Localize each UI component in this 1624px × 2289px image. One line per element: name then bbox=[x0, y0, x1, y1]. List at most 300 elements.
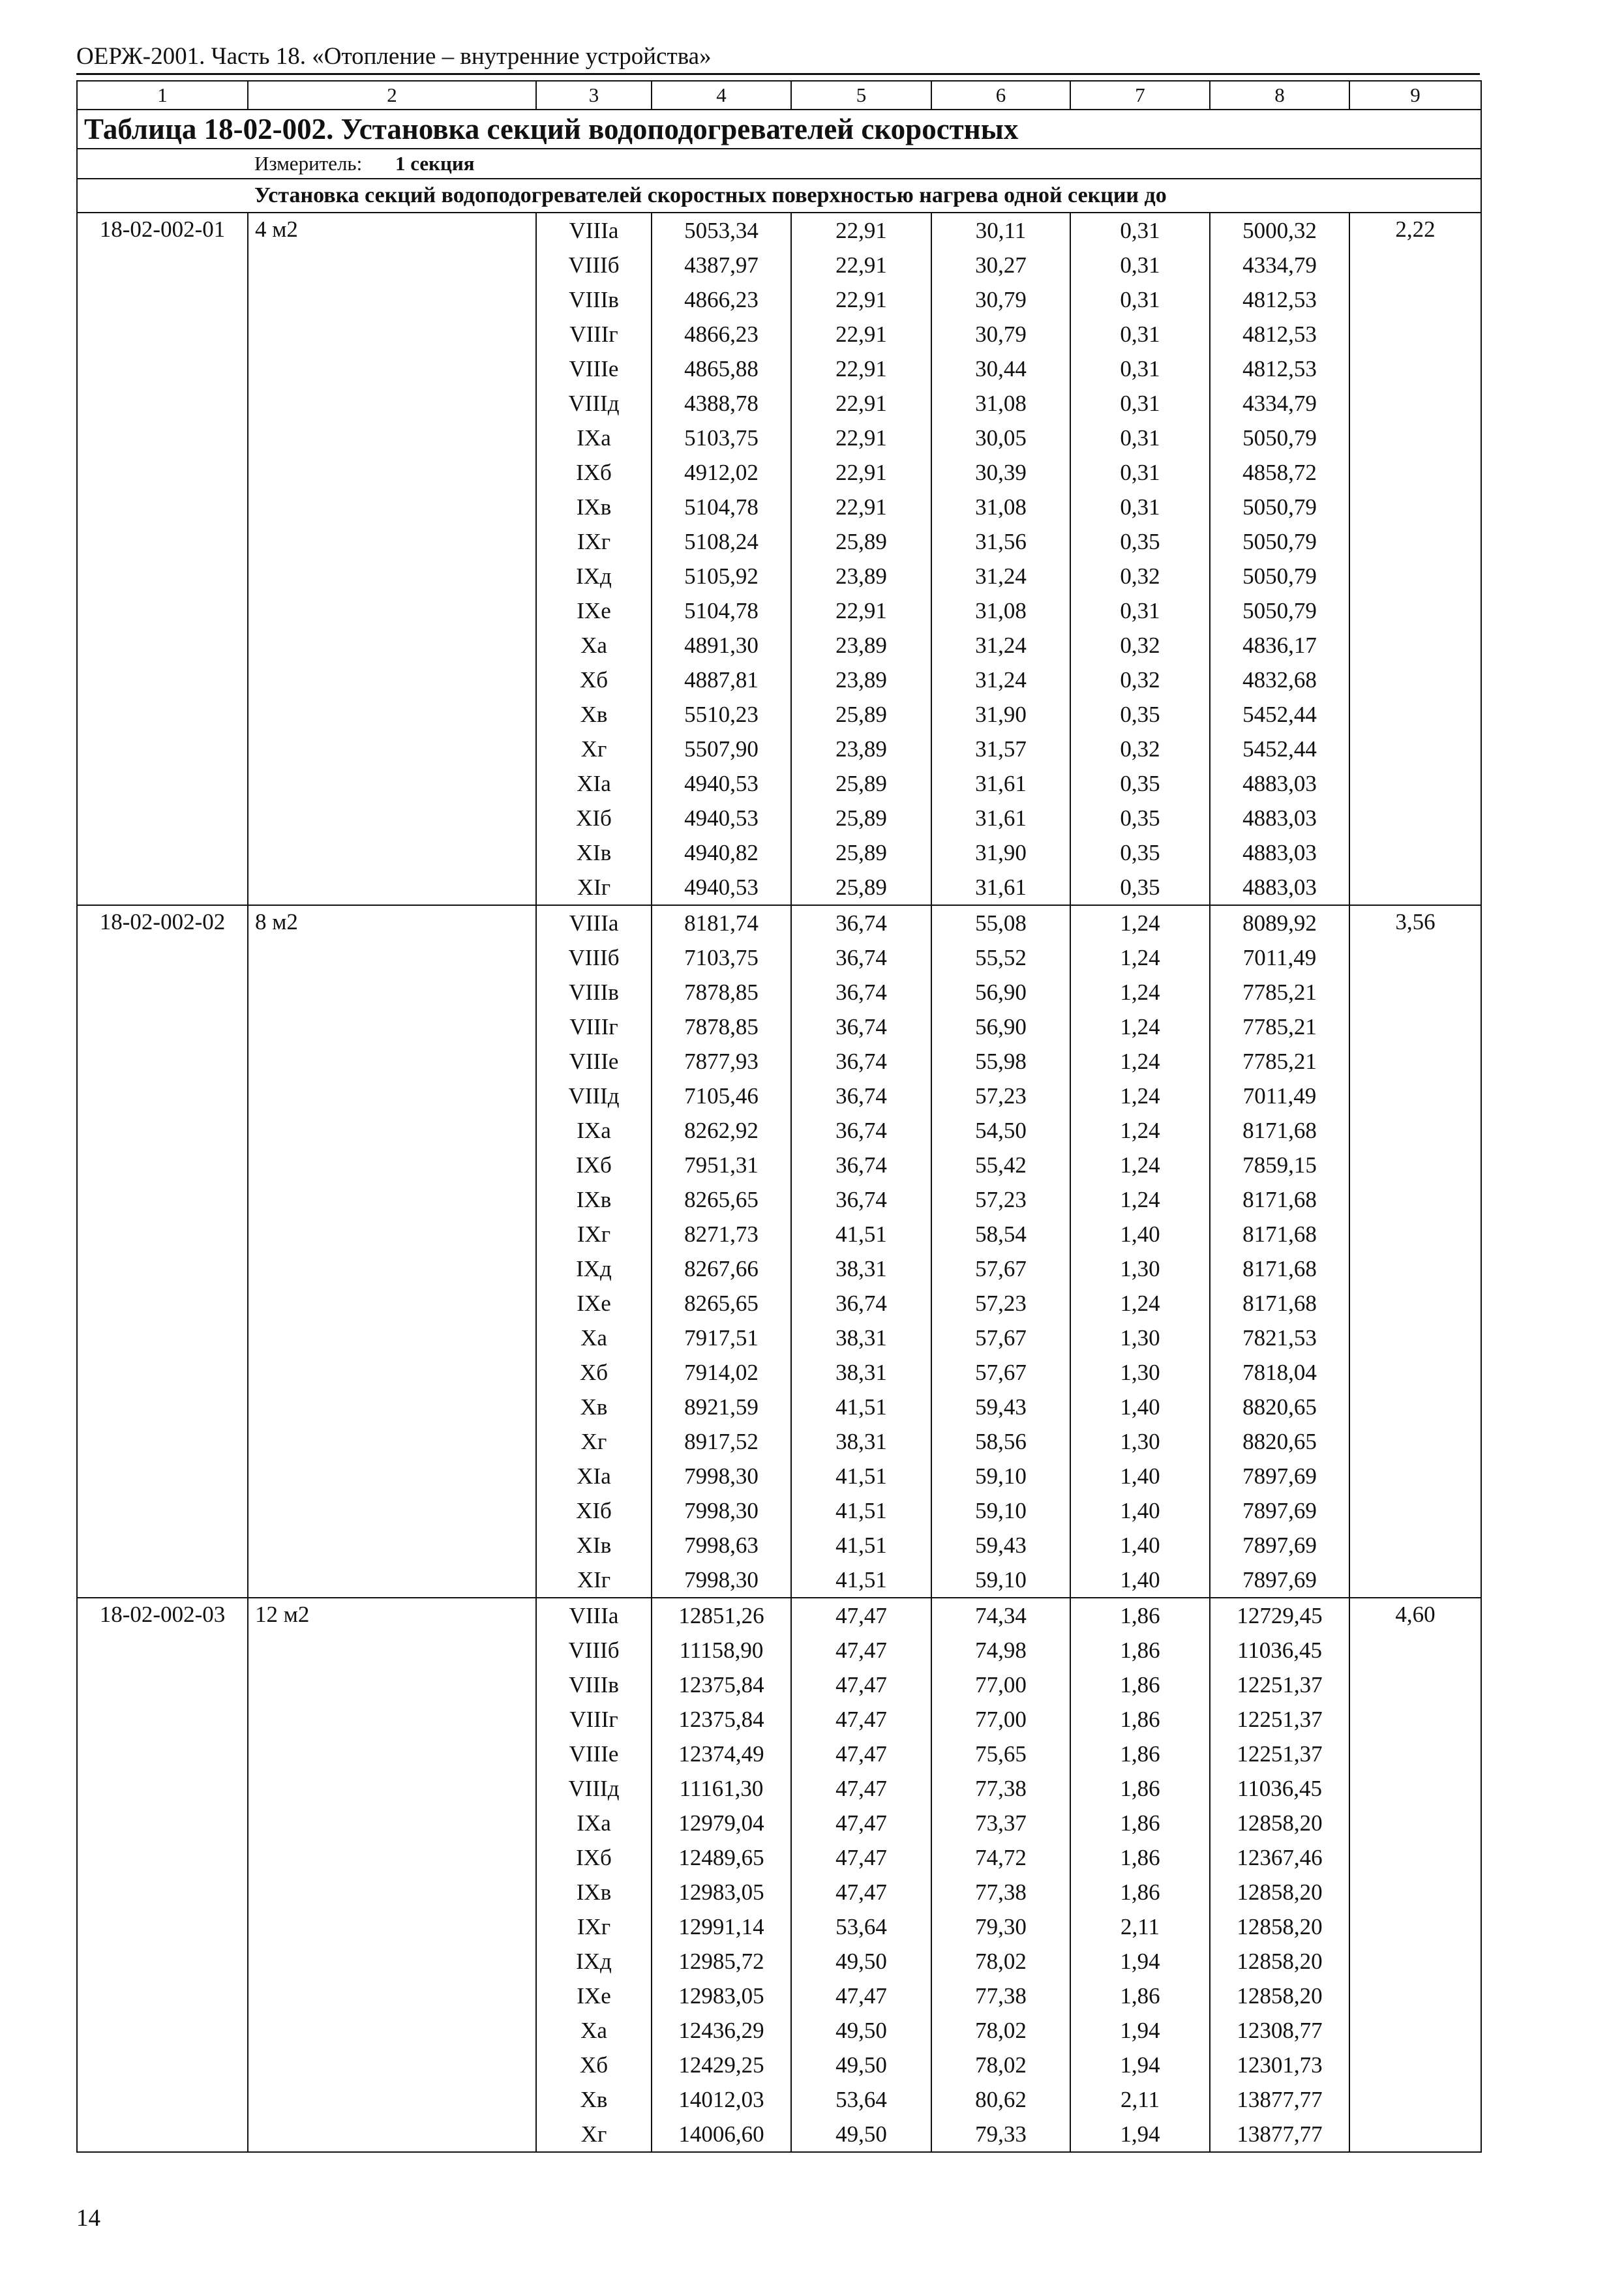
driver-wage-cell: 1,40 bbox=[1070, 1217, 1210, 1251]
zone-cell: IXд bbox=[536, 559, 652, 593]
driver-wage-cell: 1,86 bbox=[1070, 1598, 1210, 1633]
materials-cell: 12251,37 bbox=[1210, 1668, 1349, 1702]
name-cell bbox=[248, 1459, 536, 1493]
total-cost-cell: 8267,66 bbox=[652, 1251, 791, 1286]
materials-cell: 8820,65 bbox=[1210, 1424, 1349, 1459]
total-cost-cell: 12851,26 bbox=[652, 1598, 791, 1633]
machine-cost-cell: 73,37 bbox=[931, 1806, 1070, 1840]
col9-cell bbox=[1349, 1737, 1481, 1771]
zone-cell: Xб bbox=[536, 663, 652, 697]
total-cost-cell: 7951,31 bbox=[652, 1148, 791, 1182]
code-cell bbox=[77, 1251, 248, 1286]
machine-cost-cell: 59,43 bbox=[931, 1528, 1070, 1563]
driver-wage-cell: 0,35 bbox=[1070, 801, 1210, 835]
zone-cell: Xв bbox=[536, 1390, 652, 1424]
materials-cell: 5050,79 bbox=[1210, 490, 1349, 524]
materials-cell: 4812,53 bbox=[1210, 352, 1349, 386]
materials-cell: 4858,72 bbox=[1210, 455, 1349, 490]
machine-cost-cell: 31,61 bbox=[931, 870, 1070, 905]
name-cell bbox=[248, 1286, 536, 1321]
measure-value: 1 секция bbox=[395, 152, 475, 175]
total-cost-cell: 4866,23 bbox=[652, 282, 791, 317]
table-row bbox=[77, 352, 1481, 386]
machine-cost-cell: 80,62 bbox=[931, 2082, 1070, 2117]
zone-cell: XIа bbox=[536, 1459, 652, 1493]
total-cost-cell: 4912,02 bbox=[652, 455, 791, 490]
machine-cost-cell: 56,90 bbox=[931, 975, 1070, 1010]
zone-cell: IXб bbox=[536, 1148, 652, 1182]
driver-wage-cell: 0,31 bbox=[1070, 421, 1210, 455]
code-cell bbox=[77, 2117, 248, 2152]
zone-cell: IXд bbox=[536, 1251, 652, 1286]
col9-cell bbox=[1349, 1113, 1481, 1148]
table-row bbox=[77, 1875, 1481, 1909]
total-cost-cell: 5105,92 bbox=[652, 559, 791, 593]
code-cell bbox=[77, 1668, 248, 1702]
code-cell bbox=[77, 870, 248, 905]
wage-cell: 36,74 bbox=[791, 940, 931, 975]
machine-cost-cell: 31,61 bbox=[931, 801, 1070, 835]
wage-cell: 41,51 bbox=[791, 1390, 931, 1424]
table-row bbox=[77, 1390, 1481, 1424]
machine-cost-cell: 57,67 bbox=[931, 1251, 1070, 1286]
code-cell bbox=[77, 1113, 248, 1148]
name-cell bbox=[248, 1979, 536, 2013]
zone-cell: VIIIб bbox=[536, 248, 652, 282]
wage-cell: 49,50 bbox=[791, 2117, 931, 2152]
materials-cell: 13877,77 bbox=[1210, 2117, 1349, 2152]
driver-wage-cell: 1,86 bbox=[1070, 1840, 1210, 1875]
wage-cell: 23,89 bbox=[791, 559, 931, 593]
machine-cost-cell: 57,23 bbox=[931, 1079, 1070, 1113]
total-cost-cell: 8265,65 bbox=[652, 1286, 791, 1321]
driver-wage-cell: 1,24 bbox=[1070, 905, 1210, 940]
table-row bbox=[77, 1493, 1481, 1528]
wage-cell: 23,89 bbox=[791, 663, 931, 697]
materials-cell: 4836,17 bbox=[1210, 628, 1349, 663]
materials-cell: 13877,77 bbox=[1210, 2082, 1349, 2117]
materials-cell: 7897,69 bbox=[1210, 1493, 1349, 1528]
wage-cell: 22,91 bbox=[791, 282, 931, 317]
code-cell bbox=[77, 697, 248, 732]
wage-cell: 47,47 bbox=[791, 1668, 931, 1702]
name-cell bbox=[248, 975, 536, 1010]
zone-cell: VIIIе bbox=[536, 1044, 652, 1079]
zone-cell: IXв bbox=[536, 1875, 652, 1909]
column-number: 1 bbox=[77, 81, 248, 110]
col9-cell bbox=[1349, 1390, 1481, 1424]
wage-cell: 41,51 bbox=[791, 1217, 931, 1251]
materials-cell: 11036,45 bbox=[1210, 1633, 1349, 1668]
materials-cell: 7859,15 bbox=[1210, 1148, 1349, 1182]
total-cost-cell: 8921,59 bbox=[652, 1390, 791, 1424]
col9-cell: 2,22 bbox=[1349, 213, 1481, 248]
driver-wage-cell: 1,30 bbox=[1070, 1424, 1210, 1459]
zone-cell: IXа bbox=[536, 421, 652, 455]
machine-cost-cell: 74,72 bbox=[931, 1840, 1070, 1875]
wage-cell: 47,47 bbox=[791, 1840, 931, 1875]
col9-cell bbox=[1349, 1806, 1481, 1840]
zone-cell: VIIIд bbox=[536, 1079, 652, 1113]
total-cost-cell: 7878,85 bbox=[652, 975, 791, 1010]
materials-cell: 4883,03 bbox=[1210, 835, 1349, 870]
machine-cost-cell: 75,65 bbox=[931, 1737, 1070, 1771]
code-cell bbox=[77, 386, 248, 421]
materials-cell: 5050,79 bbox=[1210, 559, 1349, 593]
col9-cell bbox=[1349, 1286, 1481, 1321]
col9-cell bbox=[1349, 352, 1481, 386]
code-cell bbox=[77, 1493, 248, 1528]
total-cost-cell: 12991,14 bbox=[652, 1909, 791, 1944]
materials-cell: 12729,45 bbox=[1210, 1598, 1349, 1633]
driver-wage-cell: 1,24 bbox=[1070, 975, 1210, 1010]
materials-cell: 4334,79 bbox=[1210, 248, 1349, 282]
table-row bbox=[77, 1010, 1481, 1044]
materials-cell: 7785,21 bbox=[1210, 1010, 1349, 1044]
name-cell bbox=[248, 386, 536, 421]
wage-cell: 47,47 bbox=[791, 1875, 931, 1909]
total-cost-cell: 7998,30 bbox=[652, 1459, 791, 1493]
machine-cost-cell: 31,08 bbox=[931, 490, 1070, 524]
wage-cell: 22,91 bbox=[791, 593, 931, 628]
zone-cell: IXг bbox=[536, 1909, 652, 1944]
wage-cell: 23,89 bbox=[791, 732, 931, 766]
wage-cell: 53,64 bbox=[791, 2082, 931, 2117]
driver-wage-cell: 1,94 bbox=[1070, 2117, 1210, 2152]
name-cell bbox=[248, 1668, 536, 1702]
name-cell bbox=[248, 490, 536, 524]
zone-cell: XIв bbox=[536, 835, 652, 870]
col9-cell bbox=[1349, 1251, 1481, 1286]
col9-cell bbox=[1349, 1355, 1481, 1390]
name-cell bbox=[248, 1390, 536, 1424]
name-cell: 4 м2 bbox=[248, 213, 536, 248]
zone-cell: Xг bbox=[536, 2117, 652, 2152]
total-cost-cell: 12983,05 bbox=[652, 1875, 791, 1909]
col9-cell bbox=[1349, 455, 1481, 490]
col9-cell bbox=[1349, 1044, 1481, 1079]
code-cell bbox=[77, 663, 248, 697]
driver-wage-cell: 0,31 bbox=[1070, 282, 1210, 317]
driver-wage-cell: 0,35 bbox=[1070, 835, 1210, 870]
zone-cell: VIIIг bbox=[536, 1702, 652, 1737]
column-number: 3 bbox=[536, 81, 652, 110]
name-cell bbox=[248, 1806, 536, 1840]
total-cost-cell: 7103,75 bbox=[652, 940, 791, 975]
name-cell: 12 м2 bbox=[248, 1598, 536, 1633]
wage-cell: 25,89 bbox=[791, 870, 931, 905]
machine-cost-cell: 77,38 bbox=[931, 1979, 1070, 2013]
col9-cell bbox=[1349, 1563, 1481, 1598]
code-cell bbox=[77, 2048, 248, 2082]
zone-cell: IXг bbox=[536, 1217, 652, 1251]
col9-cell bbox=[1349, 1079, 1481, 1113]
driver-wage-cell: 1,86 bbox=[1070, 1668, 1210, 1702]
materials-cell: 7785,21 bbox=[1210, 1044, 1349, 1079]
driver-wage-cell: 1,24 bbox=[1070, 1182, 1210, 1217]
code-cell bbox=[77, 1944, 248, 1979]
materials-cell: 8171,68 bbox=[1210, 1251, 1349, 1286]
total-cost-cell: 14012,03 bbox=[652, 2082, 791, 2117]
wage-cell: 36,74 bbox=[791, 1044, 931, 1079]
code-cell bbox=[77, 1010, 248, 1044]
code-cell: 18-02-002-03 bbox=[77, 1598, 248, 1633]
wage-cell: 41,51 bbox=[791, 1563, 931, 1598]
name-cell bbox=[248, 663, 536, 697]
driver-wage-cell: 0,32 bbox=[1070, 559, 1210, 593]
zone-cell: Xв bbox=[536, 2082, 652, 2117]
name-cell bbox=[248, 282, 536, 317]
machine-cost-cell: 31,90 bbox=[931, 835, 1070, 870]
driver-wage-cell: 1,30 bbox=[1070, 1251, 1210, 1286]
table-row bbox=[77, 1182, 1481, 1217]
driver-wage-cell: 1,86 bbox=[1070, 1979, 1210, 2013]
zone-cell: VIIIв bbox=[536, 1668, 652, 1702]
name-cell bbox=[248, 1875, 536, 1909]
zone-cell: IXв bbox=[536, 1182, 652, 1217]
table-row bbox=[77, 593, 1481, 628]
code-cell bbox=[77, 1286, 248, 1321]
machine-cost-cell: 57,23 bbox=[931, 1182, 1070, 1217]
machine-cost-cell: 59,10 bbox=[931, 1459, 1070, 1493]
machine-cost-cell: 30,11 bbox=[931, 213, 1070, 248]
materials-cell: 8820,65 bbox=[1210, 1390, 1349, 1424]
machine-cost-cell: 30,05 bbox=[931, 421, 1070, 455]
name-cell: 8 м2 bbox=[248, 905, 536, 940]
driver-wage-cell: 0,31 bbox=[1070, 386, 1210, 421]
name-cell bbox=[248, 1702, 536, 1737]
total-cost-cell: 8181,74 bbox=[652, 905, 791, 940]
machine-cost-cell: 78,02 bbox=[931, 2048, 1070, 2082]
wage-cell: 36,74 bbox=[791, 1079, 931, 1113]
wage-cell: 38,31 bbox=[791, 1321, 931, 1355]
zone-cell: IXг bbox=[536, 524, 652, 559]
wage-cell: 49,50 bbox=[791, 2013, 931, 2048]
driver-wage-cell: 0,31 bbox=[1070, 317, 1210, 352]
zone-cell: VIIIа bbox=[536, 1598, 652, 1633]
driver-wage-cell: 1,40 bbox=[1070, 1493, 1210, 1528]
wage-cell: 22,91 bbox=[791, 386, 931, 421]
machine-cost-cell: 31,61 bbox=[931, 766, 1070, 801]
code-cell bbox=[77, 317, 248, 352]
col9-cell bbox=[1349, 1944, 1481, 1979]
materials-cell: 7821,53 bbox=[1210, 1321, 1349, 1355]
name-cell bbox=[248, 1321, 536, 1355]
total-cost-cell: 14006,60 bbox=[652, 2117, 791, 2152]
zone-cell: VIIIб bbox=[536, 1633, 652, 1668]
code-cell bbox=[77, 1390, 248, 1424]
col9-cell bbox=[1349, 870, 1481, 905]
wage-cell: 47,47 bbox=[791, 1979, 931, 2013]
driver-wage-cell: 0,35 bbox=[1070, 766, 1210, 801]
col9-cell bbox=[1349, 490, 1481, 524]
total-cost-cell: 7877,93 bbox=[652, 1044, 791, 1079]
machine-cost-cell: 55,98 bbox=[931, 1044, 1070, 1079]
total-cost-cell: 12375,84 bbox=[652, 1668, 791, 1702]
total-cost-cell: 4940,53 bbox=[652, 801, 791, 835]
name-cell bbox=[248, 1148, 536, 1182]
driver-wage-cell: 2,11 bbox=[1070, 2082, 1210, 2117]
code-cell bbox=[77, 940, 248, 975]
driver-wage-cell: 1,40 bbox=[1070, 1459, 1210, 1493]
zone-cell: VIIIа bbox=[536, 213, 652, 248]
wage-cell: 41,51 bbox=[791, 1528, 931, 1563]
total-cost-cell: 7105,46 bbox=[652, 1079, 791, 1113]
col9-cell bbox=[1349, 1321, 1481, 1355]
name-cell bbox=[248, 1424, 536, 1459]
col9-cell bbox=[1349, 1528, 1481, 1563]
table-row bbox=[77, 1840, 1481, 1875]
machine-cost-cell: 77,38 bbox=[931, 1875, 1070, 1909]
total-cost-cell: 12436,29 bbox=[652, 2013, 791, 2048]
code-cell bbox=[77, 1737, 248, 1771]
col9-cell bbox=[1349, 1875, 1481, 1909]
col9-cell bbox=[1349, 317, 1481, 352]
name-cell bbox=[248, 697, 536, 732]
driver-wage-cell: 0,31 bbox=[1070, 593, 1210, 628]
table-row bbox=[77, 455, 1481, 490]
table-row bbox=[77, 559, 1481, 593]
table-row bbox=[77, 2048, 1481, 2082]
wage-cell: 38,31 bbox=[791, 1355, 931, 1390]
zone-cell: VIIIв bbox=[536, 975, 652, 1010]
column-number-row bbox=[77, 81, 1481, 110]
materials-cell: 7897,69 bbox=[1210, 1528, 1349, 1563]
code-cell bbox=[77, 352, 248, 386]
col9-cell bbox=[1349, 940, 1481, 975]
driver-wage-cell: 1,86 bbox=[1070, 1875, 1210, 1909]
name-cell bbox=[248, 1909, 536, 1944]
code-cell bbox=[77, 421, 248, 455]
total-cost-cell: 8917,52 bbox=[652, 1424, 791, 1459]
machine-cost-cell: 31,56 bbox=[931, 524, 1070, 559]
col9-cell bbox=[1349, 2082, 1481, 2117]
table-body bbox=[77, 81, 1481, 2152]
machine-cost-cell: 30,79 bbox=[931, 282, 1070, 317]
code-cell bbox=[77, 1079, 248, 1113]
wage-cell: 22,91 bbox=[791, 317, 931, 352]
col9-cell bbox=[1349, 421, 1481, 455]
driver-wage-cell: 1,24 bbox=[1070, 1010, 1210, 1044]
name-cell bbox=[248, 593, 536, 628]
machine-cost-cell: 79,33 bbox=[931, 2117, 1070, 2152]
wage-cell: 36,74 bbox=[791, 975, 931, 1010]
code-cell bbox=[77, 1840, 248, 1875]
name-cell bbox=[248, 1355, 536, 1390]
wage-cell: 25,89 bbox=[791, 801, 931, 835]
table-row bbox=[77, 697, 1481, 732]
machine-cost-cell: 74,34 bbox=[931, 1598, 1070, 1633]
wage-cell: 38,31 bbox=[791, 1251, 931, 1286]
zone-cell: IXа bbox=[536, 1806, 652, 1840]
total-cost-cell: 4865,88 bbox=[652, 352, 791, 386]
machine-cost-cell: 30,27 bbox=[931, 248, 1070, 282]
driver-wage-cell: 1,94 bbox=[1070, 1944, 1210, 1979]
col9-cell bbox=[1349, 1668, 1481, 1702]
col9-cell bbox=[1349, 282, 1481, 317]
code-cell bbox=[77, 1424, 248, 1459]
code-cell bbox=[77, 628, 248, 663]
table-row bbox=[77, 1148, 1481, 1182]
table-row bbox=[77, 1944, 1481, 1979]
code-cell bbox=[77, 1459, 248, 1493]
table-row bbox=[77, 732, 1481, 766]
code-cell: 18-02-002-01 bbox=[77, 213, 248, 248]
code-cell bbox=[77, 2082, 248, 2117]
total-cost-cell: 4866,23 bbox=[652, 317, 791, 352]
table-row bbox=[77, 248, 1481, 282]
name-cell bbox=[248, 1840, 536, 1875]
materials-cell: 5050,79 bbox=[1210, 524, 1349, 559]
zone-cell: IXе bbox=[536, 593, 652, 628]
total-cost-cell: 7917,51 bbox=[652, 1321, 791, 1355]
table-row bbox=[77, 940, 1481, 975]
name-cell bbox=[248, 835, 536, 870]
driver-wage-cell: 1,24 bbox=[1070, 940, 1210, 975]
code-cell bbox=[77, 1633, 248, 1668]
table-row bbox=[77, 2082, 1481, 2117]
machine-cost-cell: 31,24 bbox=[931, 559, 1070, 593]
name-cell bbox=[248, 940, 536, 975]
total-cost-cell: 12985,72 bbox=[652, 1944, 791, 1979]
materials-cell: 5452,44 bbox=[1210, 732, 1349, 766]
materials-cell: 12858,20 bbox=[1210, 1875, 1349, 1909]
col9-cell bbox=[1349, 2117, 1481, 2152]
table-row bbox=[77, 975, 1481, 1010]
wage-cell: 47,47 bbox=[791, 1806, 931, 1840]
machine-cost-cell: 57,23 bbox=[931, 1286, 1070, 1321]
wage-cell: 41,51 bbox=[791, 1459, 931, 1493]
materials-cell: 7011,49 bbox=[1210, 1079, 1349, 1113]
table-title-row bbox=[77, 110, 1481, 149]
code-cell bbox=[77, 490, 248, 524]
driver-wage-cell: 0,35 bbox=[1070, 870, 1210, 905]
driver-wage-cell: 1,86 bbox=[1070, 1702, 1210, 1737]
wage-cell: 41,51 bbox=[791, 1493, 931, 1528]
column-number: 2 bbox=[248, 81, 536, 110]
table-row bbox=[77, 663, 1481, 697]
machine-cost-cell: 31,08 bbox=[931, 386, 1070, 421]
wage-cell: 25,89 bbox=[791, 835, 931, 870]
col9-cell bbox=[1349, 628, 1481, 663]
col9-cell bbox=[1349, 1633, 1481, 1668]
code-cell bbox=[77, 1148, 248, 1182]
zone-cell: VIIIб bbox=[536, 940, 652, 975]
materials-cell: 8171,68 bbox=[1210, 1113, 1349, 1148]
driver-wage-cell: 2,11 bbox=[1070, 1909, 1210, 1944]
code-cell bbox=[77, 732, 248, 766]
machine-cost-cell: 59,43 bbox=[931, 1390, 1070, 1424]
machine-cost-cell: 30,44 bbox=[931, 352, 1070, 386]
zone-cell: XIб bbox=[536, 1493, 652, 1528]
driver-wage-cell: 1,30 bbox=[1070, 1355, 1210, 1390]
code-cell bbox=[77, 801, 248, 835]
name-cell bbox=[248, 766, 536, 801]
materials-cell: 12251,37 bbox=[1210, 1737, 1349, 1771]
col9-cell bbox=[1349, 1010, 1481, 1044]
total-cost-cell: 8262,92 bbox=[652, 1113, 791, 1148]
wage-cell: 36,74 bbox=[791, 1286, 931, 1321]
zone-cell: Xг bbox=[536, 732, 652, 766]
table-row bbox=[77, 1702, 1481, 1737]
name-cell bbox=[248, 2013, 536, 2048]
name-cell bbox=[248, 1528, 536, 1563]
zone-cell: Xб bbox=[536, 2048, 652, 2082]
wage-cell: 22,91 bbox=[791, 248, 931, 282]
driver-wage-cell: 0,32 bbox=[1070, 732, 1210, 766]
total-cost-cell: 7998,30 bbox=[652, 1563, 791, 1598]
zone-cell: VIIIг bbox=[536, 1010, 652, 1044]
